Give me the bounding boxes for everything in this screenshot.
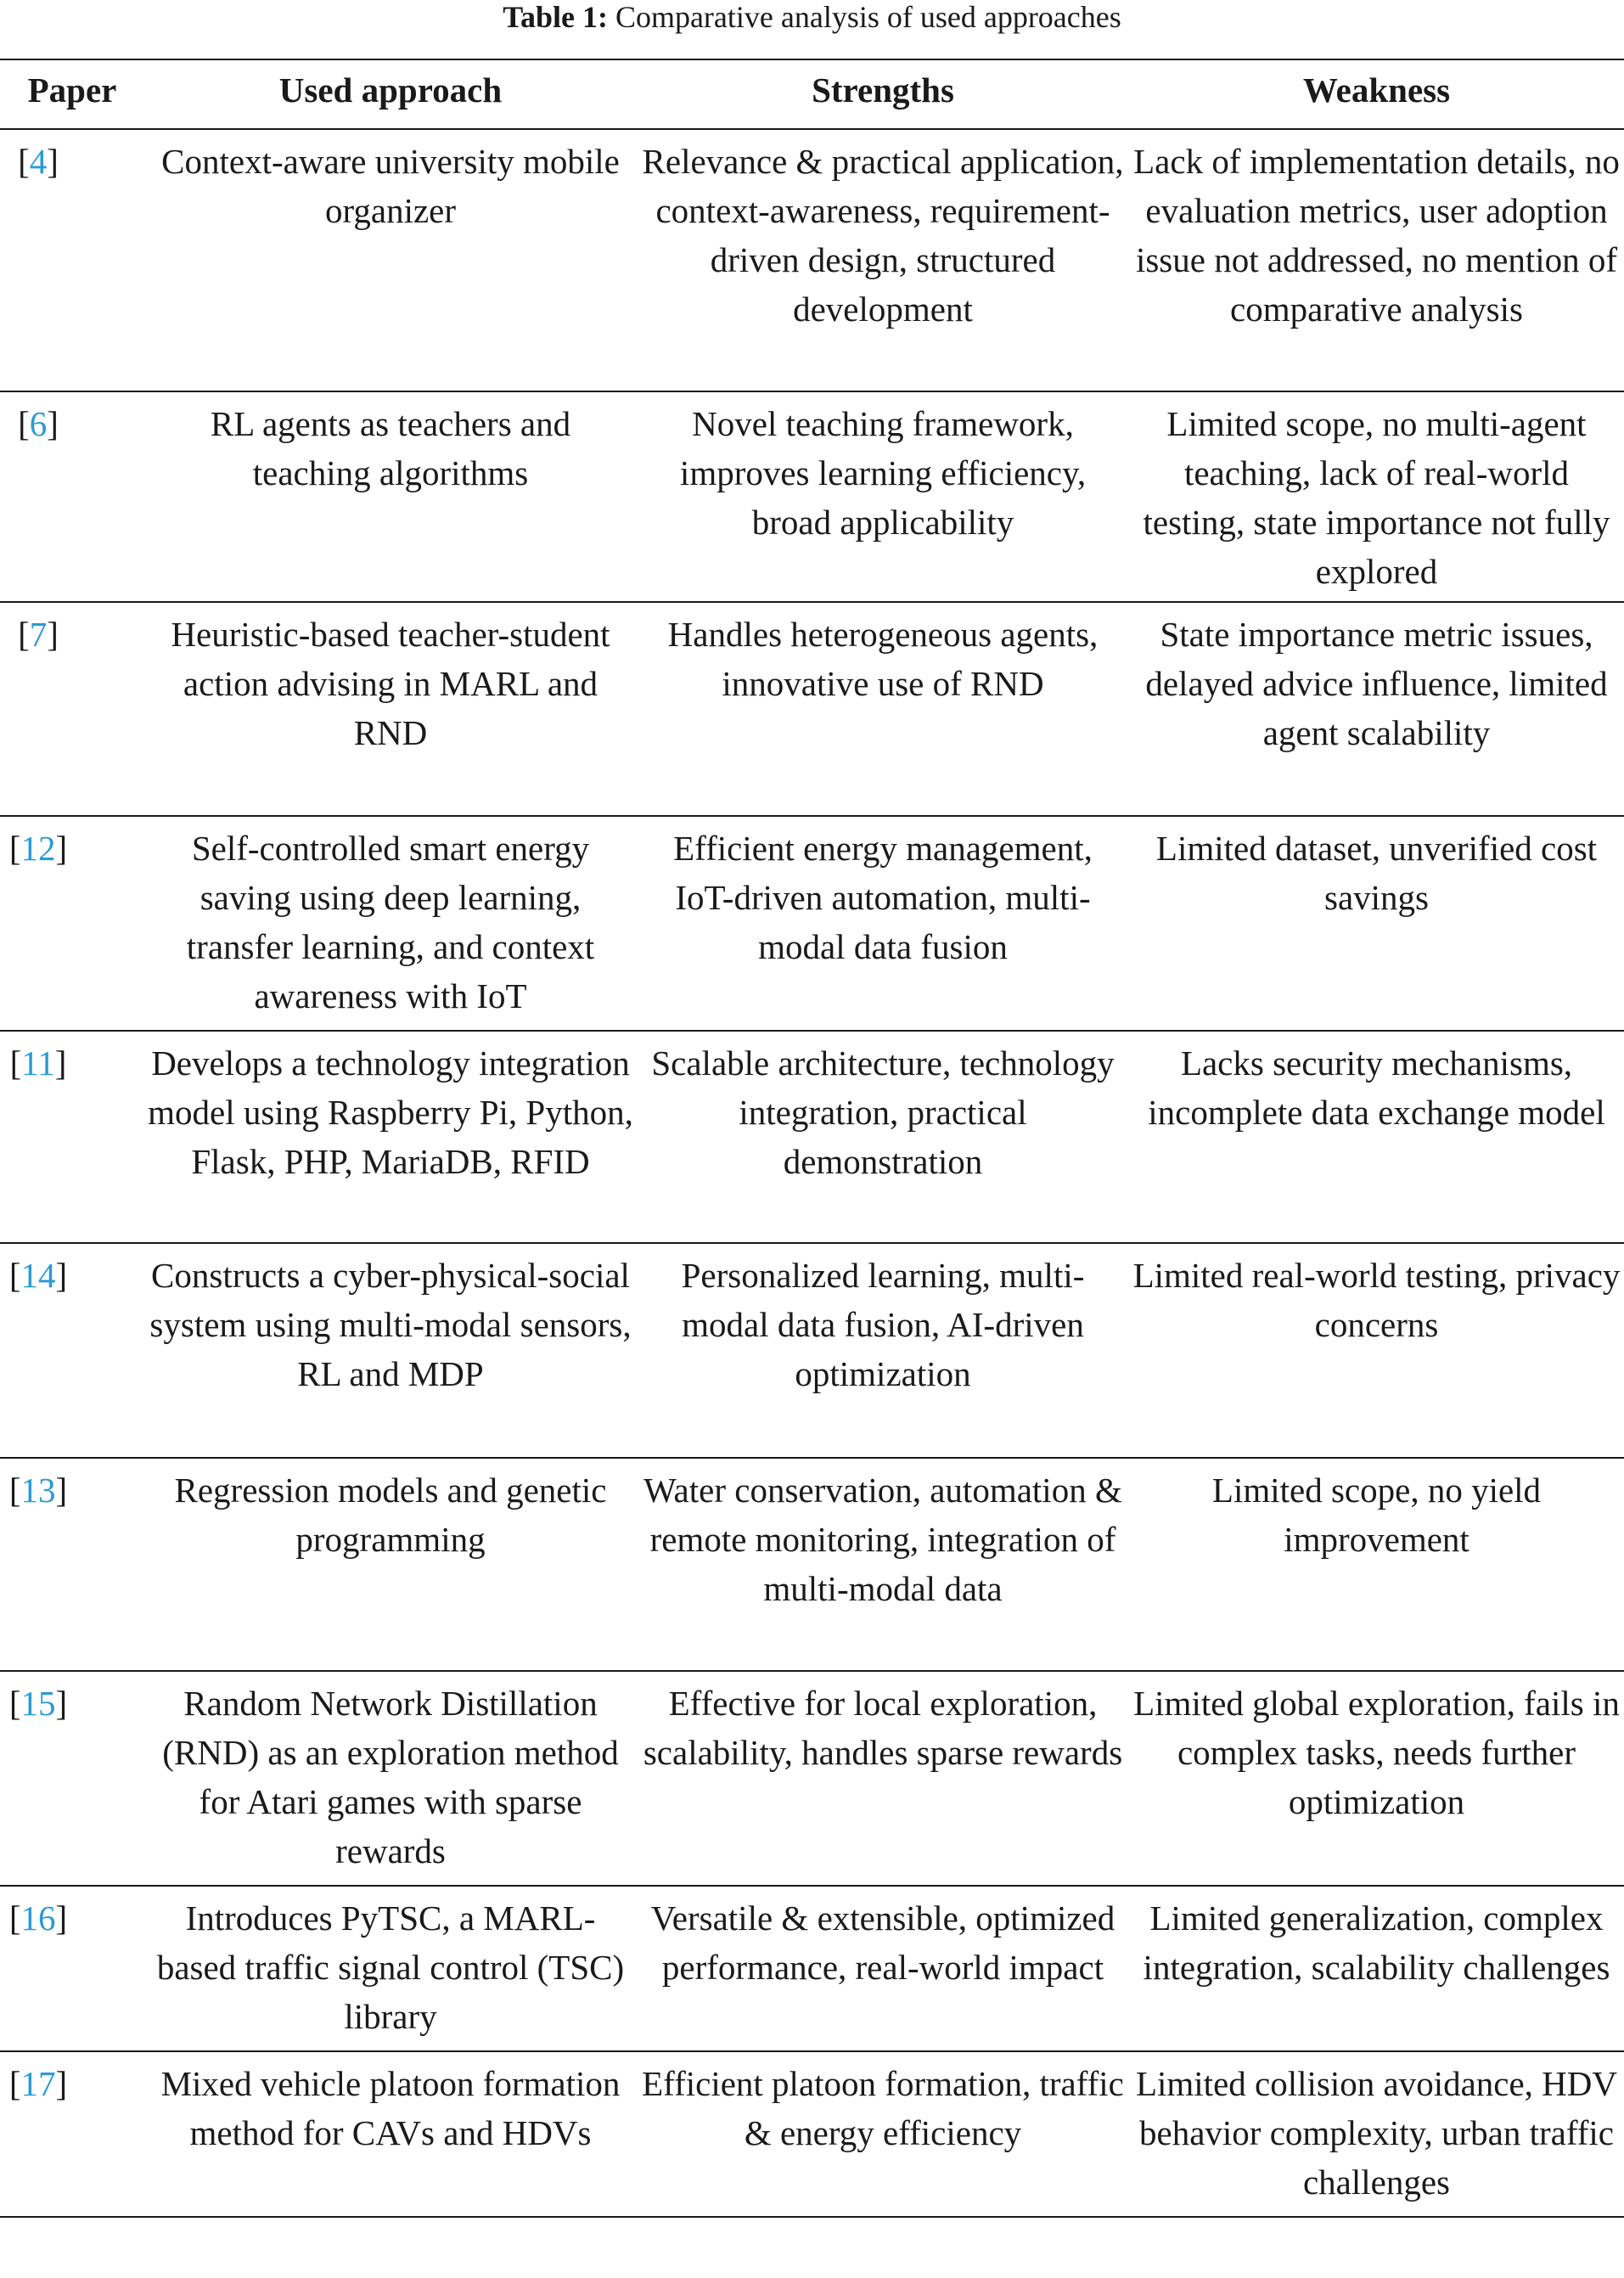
bracket-close: ] xyxy=(55,1471,68,1510)
table-row xyxy=(0,602,1624,816)
bracket-open: [ xyxy=(8,1684,21,1723)
used-approach-cell: Regression models and genetic programming xyxy=(174,1471,607,1559)
table-row xyxy=(0,1031,1624,1243)
bracket-open: [ xyxy=(8,2064,21,2103)
reference-link[interactable]: 15 xyxy=(20,1684,56,1723)
paper-reference-cell xyxy=(0,1243,144,1458)
bracket-open: [ xyxy=(18,404,30,443)
strengths-cell: Relevance & practical application, context-awareness, requirement-driven design, structured development xyxy=(642,142,1124,329)
weakness-cell: Limited global exploration, fails in complex tasks, needs further optimization xyxy=(1133,1684,1620,1821)
bracket-close: ] xyxy=(55,1684,68,1723)
table-body xyxy=(0,129,1624,2217)
weakness-cell: State importance metric issues, delayed advice influence, limited agent scalability xyxy=(1145,615,1608,752)
used-approach-cell: Self-controlled smart energy saving using deep learning, transfer learning, and context awareness with IoT xyxy=(186,829,595,1015)
bracket-close: ] xyxy=(55,1256,68,1295)
reference-link[interactable]: 14 xyxy=(20,1256,56,1295)
paper-reference-cell xyxy=(0,2051,144,2217)
reference-link[interactable]: 7 xyxy=(29,615,48,654)
strengths-cell: Versatile & extensible, optimized performance, real-world impact xyxy=(650,1898,1115,1987)
used-approach-cell: Develops a technology integration model using Raspberry Pi, Python, Flask, PHP, MariaDB, RFID xyxy=(148,1043,633,1181)
weakness-cell: Limited scope, no yield improvement xyxy=(1211,1471,1542,1559)
strengths-cell: Efficient energy management, IoT-driven automation, multi-modal data fusion xyxy=(673,829,1093,966)
reference-link[interactable]: 4 xyxy=(29,142,48,181)
used-approach-cell: RL agents as teachers and teaching algorithms xyxy=(210,404,571,492)
table-row xyxy=(0,1671,1624,1886)
paper-reference-cell xyxy=(0,129,144,391)
table-row xyxy=(0,391,1624,602)
bracket-close: ] xyxy=(54,1043,67,1083)
table-row xyxy=(0,1243,1624,1458)
table-header-row xyxy=(0,59,1624,129)
table-caption xyxy=(0,0,1624,34)
bracket-close: ] xyxy=(47,404,59,443)
reference-link[interactable]: 12 xyxy=(20,829,56,868)
strengths-cell: Efficient platoon formation, traffic & energy efficiency xyxy=(642,2064,1124,2152)
header-paper: Paper xyxy=(0,59,144,129)
strengths-cell: Scalable architecture, technology integration, practical demonstration xyxy=(651,1043,1115,1181)
strengths-cell: Effective for local exploration, scalability, handles sparse rewards xyxy=(643,1684,1123,1772)
used-approach-cell: Random Network Distillation (RND) as an exploration method for Atari games with sparse rewards xyxy=(162,1684,619,1870)
used-approach-cell: Constructs a cyber-physical-social system using multi-modal sensors, RL and MDP xyxy=(149,1256,632,1393)
used-approach-cell: Context-aware university mobile organizer xyxy=(161,142,620,230)
reference-link[interactable]: 11 xyxy=(21,1043,55,1083)
used-approach-cell: Introduces PyTSC, a MARL-based traffic signal control (TSC) library xyxy=(156,1898,625,2036)
weakness-cell: Lacks security mechanisms, incomplete data exchange model xyxy=(1148,1043,1605,1132)
bracket-open: [ xyxy=(8,1471,21,1510)
bracket-close: ] xyxy=(55,1898,68,1938)
reference-link[interactable]: 17 xyxy=(20,2064,56,2103)
paper-reference-cell xyxy=(0,1031,144,1243)
weakness-cell: Limited scope, no multi-agent teaching, lack of real-world testing, state importance not fully explored xyxy=(1143,404,1610,591)
paper-reference-cell xyxy=(0,602,144,816)
paper-reference-cell xyxy=(0,816,144,1031)
table-caption-label: Table 1: xyxy=(503,0,608,34)
paper-reference-cell xyxy=(0,1671,144,1886)
strengths-cell: Water conservation, automation & remote monitoring, integration of multi-modal data xyxy=(643,1471,1122,1608)
bracket-open: [ xyxy=(8,1256,21,1295)
table-row xyxy=(0,1458,1624,1671)
table-row xyxy=(0,129,1624,391)
paper-reference-cell xyxy=(0,1458,144,1671)
used-approach-cell: Mixed vehicle platoon formation method for CAVs and HDVs xyxy=(160,2064,621,2152)
bracket-close: ] xyxy=(55,2064,68,2103)
reference-link[interactable]: 6 xyxy=(29,404,48,443)
bracket-open: [ xyxy=(8,1898,21,1938)
bracket-close: ] xyxy=(47,615,59,654)
table-row xyxy=(0,1886,1624,2051)
header-strengths: Strengths xyxy=(637,59,1129,129)
strengths-cell: Personalized learning, multi-modal data fusion, AI-driven optimization xyxy=(681,1256,1085,1393)
bracket-close: ] xyxy=(55,829,68,868)
comparison-table xyxy=(0,59,1624,2218)
strengths-cell: Handles heterogeneous agents, innovative use of RND xyxy=(667,615,1099,703)
bracket-open: [ xyxy=(18,615,30,654)
weakness-cell: Lack of implementation details, no evaluation metrics, user adoption issue not addressed, no mention of comparative analysis xyxy=(1133,142,1620,329)
weakness-cell: Limited collision avoidance, HDV behavior complexity, urban traffic challenges xyxy=(1135,2064,1618,2202)
weakness-cell: Limited dataset, unverified cost savings xyxy=(1155,829,1598,917)
bracket-open: [ xyxy=(18,142,30,181)
paper-reference-cell xyxy=(0,391,144,602)
reference-link[interactable]: 16 xyxy=(20,1898,56,1938)
paper-reference-cell xyxy=(0,1886,144,2051)
table-row xyxy=(0,816,1624,1031)
used-approach-cell: Heuristic-based teacher-student action advising in MARL and RND xyxy=(171,615,610,752)
bracket-open: [ xyxy=(8,829,21,868)
strengths-cell: Novel teaching framework, improves learning efficiency, broad applicability xyxy=(679,404,1087,542)
reference-link[interactable]: 13 xyxy=(20,1471,56,1510)
bracket-close: ] xyxy=(47,142,59,181)
table-row xyxy=(0,2051,1624,2217)
header-weakness: Weakness xyxy=(1129,59,1624,129)
bracket-open: [ xyxy=(9,1043,22,1083)
weakness-cell: Limited generalization, complex integration, scalability challenges xyxy=(1143,1898,1610,1987)
header-used-approach: Used approach xyxy=(144,59,637,129)
weakness-cell: Limited real-world testing, privacy concerns xyxy=(1132,1256,1621,1344)
table-caption-text: Comparative analysis of used approaches xyxy=(615,0,1121,34)
